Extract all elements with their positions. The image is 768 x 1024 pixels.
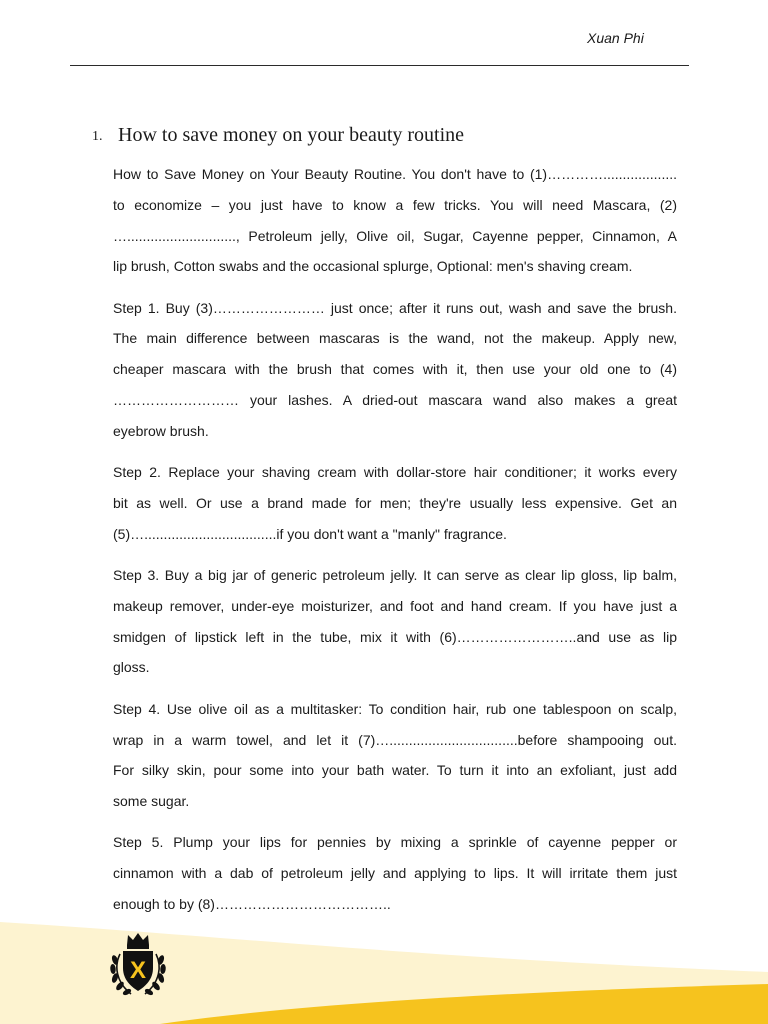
text-line: How to Save Money on Your Beauty Routine. You don't have to (1)…………................... <box>113 166 677 182</box>
text-line: to economize – you just have to know a few tricks. You will need Mascara, (2) <box>113 196 677 213</box>
text-line: smidgen of lipstick left in the tube, mix it with (6)……………………..and use as lip <box>113 628 677 645</box>
section-number: 1. <box>92 129 103 144</box>
text-line: lip brush, Cotton swabs and the occasional splurge, Optional: men's shaving cream. <box>113 258 633 275</box>
logo-crown-icon <box>127 933 149 949</box>
header-rule <box>70 65 689 66</box>
text-line: Step 3. Buy a big jar of generic petroleum jelly. It can serve as clear lip gloss, lip balm, <box>113 567 677 584</box>
exercise-body <box>113 159 677 930</box>
text-line: some sugar. <box>113 793 190 810</box>
paragraph-step-3 <box>113 560 677 683</box>
text-line: Step 4. Use olive oil as a multitasker: To condition hair, rub one tablespoon on scalp, <box>113 700 677 717</box>
section-title: How to save money on your beauty routine <box>118 124 465 146</box>
text-line: Step 5. Plump your lips for pennies by mixing a sprinkle of cayenne pepper or <box>113 834 677 851</box>
text-line: For silky skin, pour some into your bath water. To turn it into an exfoliant, just add <box>113 762 677 779</box>
text-line: makeup remover, under-eye moisturizer, and foot and hand cream. If you have just a <box>113 597 677 614</box>
text-line: cinnamon with a dab of petroleum jelly and applying to lips. It will irritate them just <box>113 865 677 882</box>
logo <box>103 932 173 998</box>
text-line: gloss. <box>113 659 150 676</box>
logo-letter: X <box>129 957 147 984</box>
text-line: enough to by (8)……………………………….. <box>113 896 391 913</box>
text-line: bit as well. Or use a brand made for men; they're usually less expensive. Get an <box>113 494 677 511</box>
text-line: Step 1. Buy (3)…………………… just once; after it runs out, wash and save the brush. <box>113 299 677 316</box>
text-line: (5)…..................................if you don't want a "manly" fragrance. <box>113 525 507 542</box>
text-line: cheaper mascara with the brush that comes with it, then use your old one to (4) <box>113 361 677 378</box>
paragraph-step-1 <box>113 293 677 447</box>
text-line: …............................, Petroleum jelly, Olive oil, Sugar, Cayenne pepper, Cinnamon, A <box>113 227 677 244</box>
section-heading <box>92 124 592 150</box>
text-line: eyebrow brush. <box>113 422 209 439</box>
paragraph-intro <box>113 159 677 282</box>
text-line: The main difference between mascaras is the wand, not the makeup. Apply new, <box>113 330 677 347</box>
text-line: wrap in a warm towel, and let it (7)….................................before shampooing out. <box>113 731 677 748</box>
paragraph-step-2 <box>113 457 677 549</box>
header-author: Xuan Phi <box>587 30 644 46</box>
text-line: Step 2. Replace your shaving cream with dollar-store hair conditioner; it works every <box>113 464 677 481</box>
paragraph-step-4 <box>113 694 677 817</box>
text-line: ……………………… your lashes. A dried-out mascara wand also makes a great <box>113 392 677 409</box>
